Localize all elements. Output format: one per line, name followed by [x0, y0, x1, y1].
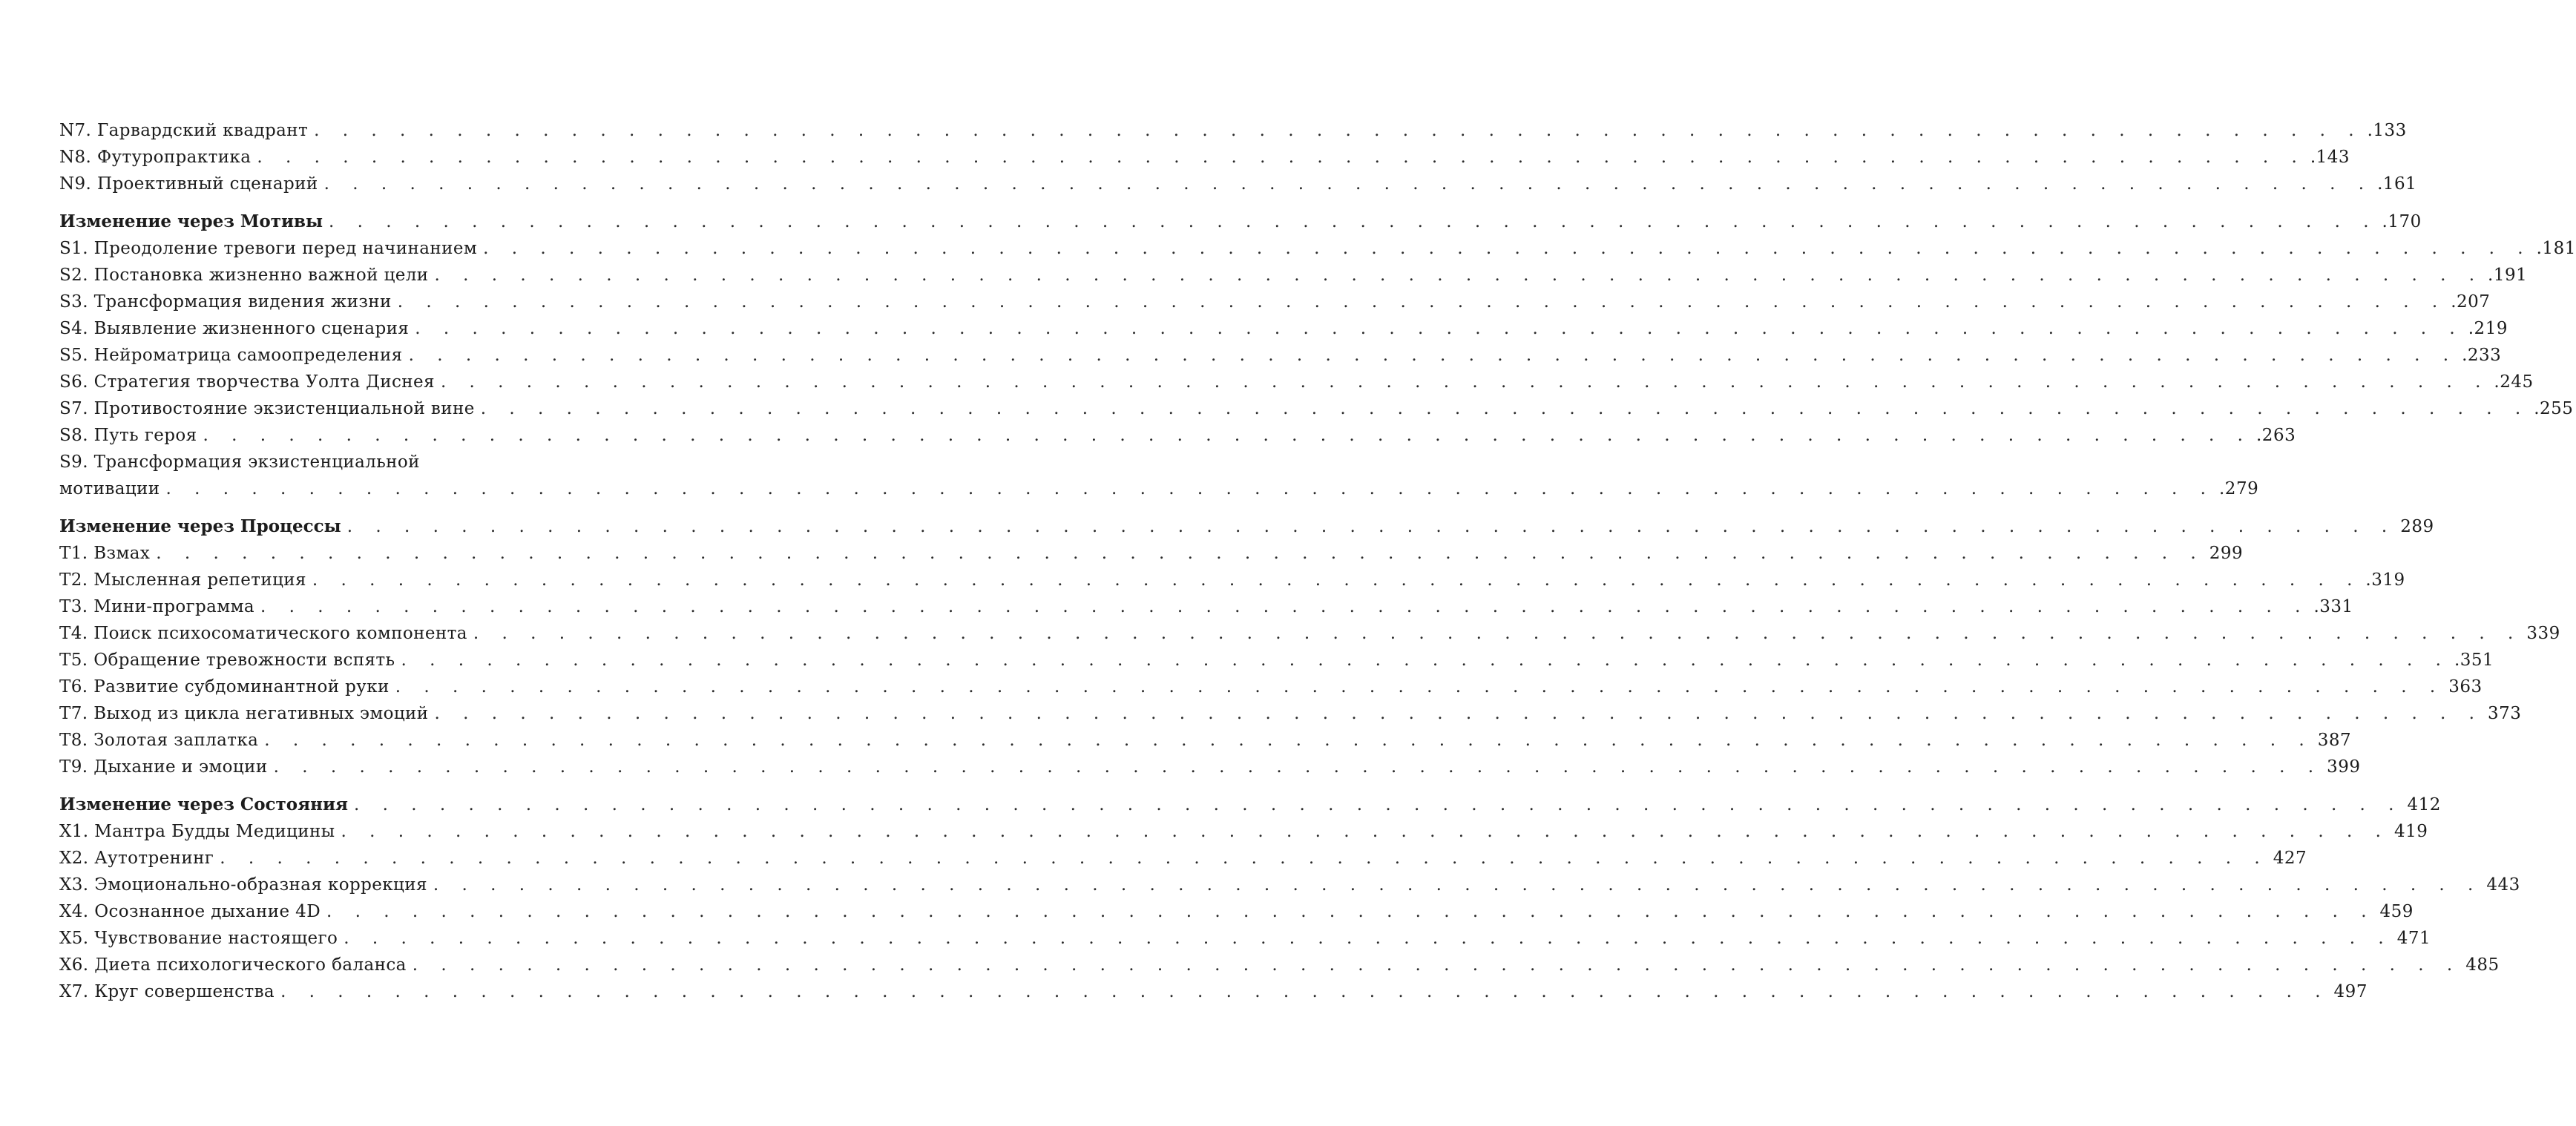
dot-leader: . . . . . . . . . . . . . . . . . . . . . . . . . . . . . . . . . . . . . . . . . . . . . . . . . . . . . . . . . . . . . . . . . . . . . . . . [397, 292, 2447, 312]
toc-page-number: .263 [2256, 426, 2296, 445]
dot-leader: . . . . . . . . . . . . . . . . . . . . . . . . . . . . . . . . . . . . . . . . . . . . . . . . . . . . . . . . . . . . . . . . . . . . . . . . [329, 212, 2378, 231]
toc-entry[interactable] [59, 898, 2414, 925]
dot-leader: . . . . . . . . . . . . . . . . . . . . . . . . . . . . . . . . . . . . . . . . . . . . . . . . . . . . . . . . . . . . . . . . . . . . . . . . [346, 517, 2396, 536]
toc-entry-title: S6. Стратегия творчества Уолта Диснея [59, 372, 435, 392]
toc-entry[interactable] [59, 620, 2560, 647]
toc-entry-title: X6. Диета психологического баланса [59, 955, 407, 975]
dot-leader: . . . . . . . . . . . . . . . . . . . . . . . . . . . . . . . . . . . . . . . . . . . . . . . . . . . . . . . . . . . . . . . . . . . . . . . . [203, 426, 2252, 445]
toc-entry-title: T5. Обращение тревожности вспять [59, 651, 395, 670]
toc-entry-title-continuation: мотивации [59, 479, 160, 498]
toc-entry-title: S2. Постановка жизненно важной цели [59, 266, 429, 285]
toc-section-heading[interactable] [59, 208, 2422, 235]
toc-page-number: 373 [2488, 704, 2522, 723]
toc-entry[interactable] [59, 818, 2428, 845]
dot-leader: . . . . . . . . . . . . . . . . . . . . . . . . . . . . . . . . . . . . . . . . . . . . . . . . . . . . . . . . . . . . . . . . . . . . . . . . [440, 372, 2490, 392]
toc-entry[interactable] [59, 952, 2500, 978]
toc-page-number: .331 [2313, 597, 2353, 616]
dot-leader: . . . . . . . . . . . . . . . . . . . . . . . . . . . . . . . . . . . . . . . . . . . . . . . . . . . . . . . . . . . . . . . . . . . . . . . . [412, 955, 2462, 975]
dot-leader: . . . . . . . . . . . . . . . . . . . . . . . . . . . . . . . . . . . . . . . . . . . . . . . . . . . . . . . . . . . . . . . . . . . . . . . . [434, 266, 2484, 285]
toc-page-number: .319 [2365, 570, 2405, 590]
dot-leader: . . . . . . . . . . . . . . . . . . . . . . . . . . . . . . . . . . . . . . . . . . . . . . . . . . . . . . . . . . . . . . . . . . . . . . . . [257, 148, 2306, 167]
toc-entry[interactable] [59, 171, 2417, 197]
toc-entry[interactable] [59, 700, 2522, 727]
dot-leader: . . . . . . . . . . . . . . . . . . . . . . . . . . . . . . . . . . . . . . . . . . . . . . . . . . . . . . . . . . . . . . . . . . . . . . . . [480, 399, 2530, 418]
toc-page-number: .191 [2488, 266, 2528, 285]
toc-page-number: .143 [2310, 148, 2350, 167]
toc-page-number: 363 [2448, 677, 2483, 697]
toc-entry[interactable] [59, 144, 2350, 171]
toc-entry-continuation[interactable] [59, 475, 2259, 502]
toc-entry-title: T1. Взмах [59, 544, 151, 563]
toc-entry[interactable] [59, 117, 2407, 144]
toc-entry[interactable] [59, 925, 2431, 952]
toc-section-title: Изменение через Состояния [59, 794, 349, 814]
dot-leader: . . . . . . . . . . . . . . . . . . . . . . . . . . . . . . . . . . . . . . . . . . . . . . . . . . . . . . . . . . . . . . . . . . . . . . . . [220, 849, 2269, 868]
toc-entry-title: T7. Выход из цикла негативных эмоций [59, 704, 429, 723]
toc-entry-title: N9. Проективный сценарий [59, 174, 318, 194]
toc-entry[interactable] [59, 342, 2502, 369]
toc-entry-title: T9. Дыхание и эмоции [59, 757, 268, 777]
dot-leader: . . . . . . . . . . . . . . . . . . . . . . . . . . . . . . . . . . . . . . . . . . . . . . . . . . . . . . . . . . . . . . . . . . . . . . . . [312, 570, 2362, 590]
toc-entry[interactable] [59, 235, 2576, 262]
toc-entry[interactable] [59, 872, 2520, 898]
dot-leader: . . . . . . . . . . . . . . . . . . . . . . . . . . . . . . . . . . . . . . . . . . . . . . . . . . . . . . . . . . . . . . . . . . . . . . . . [473, 624, 2523, 643]
toc-entry[interactable] [59, 567, 2405, 593]
toc-page-number: .351 [2454, 651, 2494, 670]
toc-page-number: 339 [2526, 624, 2560, 643]
toc-page-number: 443 [2486, 875, 2520, 895]
toc-page-number: 387 [2317, 731, 2352, 750]
toc-page-number: 497 [2333, 982, 2368, 1001]
toc-page-number: 485 [2465, 955, 2500, 975]
dot-leader: . . . . . . . . . . . . . . . . . . . . . . . . . . . . . . . . . . . . . . . . . . . . . . . . . . . . . . . . . . . . . . . . . . . . . . . . [354, 795, 2403, 814]
toc-page-number: .255 [2534, 399, 2574, 418]
toc-entry-title: N8. Футуропрактика [59, 148, 252, 167]
toc-entry-title: X4. Осознанное дыхание 4D [59, 902, 321, 921]
toc-page-number: 471 [2396, 929, 2431, 948]
toc-page-number: .233 [2462, 346, 2502, 365]
toc-entry-title: X3. Эмоционально-образная коррекция [59, 875, 427, 895]
toc-page-number: .219 [2468, 319, 2508, 338]
toc-entry-title: T6. Развитие субдоминантной руки [59, 677, 390, 697]
dot-leader: . . . . . . . . . . . . . . . . . . . . . . . . . . . . . . . . . . . . . . . . . . . . . . . . . . . . . . . . . . . . . . . . . . . . . . . . [156, 544, 2205, 563]
table-of-contents [59, 117, 2576, 1005]
toc-entry[interactable] [59, 754, 2361, 780]
toc-page-number: 459 [2379, 902, 2414, 921]
dot-leader: . . . . . . . . . . . . . . . . . . . . . . . . . . . . . . . . . . . . . . . . . . . . . . . . . . . . . . . . . . . . . . . . . . . . . . . . [408, 346, 2458, 365]
toc-page-number: .170 [2382, 212, 2422, 231]
dot-leader: . . . . . . . . . . . . . . . . . . . . . . . . . . . . . . . . . . . . . . . . . . . . . . . . . . . . . . . . . . . . . . . . . . . . . . . . [260, 597, 2310, 616]
toc-entry[interactable] [59, 315, 2508, 342]
toc-entry-title: X7. Круг совершенства [59, 982, 275, 1001]
dot-leader: . . . . . . . . . . . . . . . . . . . . . . . . . . . . . . . . . . . . . . . . . . . . . . . . . . . . . . . . . . . . . . . . . . . . . . . . [344, 929, 2393, 948]
toc-entry[interactable] [59, 449, 645, 475]
toc-entry[interactable] [59, 369, 2534, 395]
dot-leader: . . . . . . . . . . . . . . . . . . . . . . . . . . . . . . . . . . . . . . . . . . . . . . . . . . . . . . . . . . . . . . . . . . . . . . . . [165, 479, 2215, 498]
toc-page-number: 299 [2209, 544, 2244, 563]
toc-entry[interactable] [59, 593, 2353, 620]
toc-section-heading[interactable] [59, 513, 2434, 540]
dot-leader: . . . . . . . . . . . . . . . . . . . . . . . . . . . . . . . . . . . . . . . . . . . . . . . . . . . . . . . . . . . . . . . . . . . . . . . . [273, 757, 2323, 777]
toc-page-number: 289 [2400, 517, 2434, 536]
toc-page-number: .133 [2367, 121, 2407, 140]
dot-leader: . . . . . . . . . . . . . . . . . . . . . . . . . . . . . . . . . . . . . . . . . . . . . . . . . . . . . . . . . . . . . . . . . . . . . . . . [434, 704, 2483, 723]
toc-page-number: .279 [2219, 479, 2259, 498]
toc-entry-title: S3. Трансформация видения жизни [59, 292, 392, 312]
toc-entry-title: S8. Путь героя [59, 426, 197, 445]
dot-leader: . . . . . . . . . . . . . . . . . . . . . . . . . . . . . . . . . . . . . . . . . . . . . . . . . . . . . . . . . . . . . . . . . . . . . . . . [326, 902, 2376, 921]
toc-page-number: .161 [2377, 174, 2417, 194]
toc-entry[interactable] [59, 727, 2352, 754]
toc-entry-title: X1. Мантра Будды Медицины [59, 822, 335, 841]
toc-page-number: .207 [2451, 292, 2491, 312]
toc-entry-title: T3. Мини-программа [59, 597, 254, 616]
toc-entry[interactable] [59, 422, 2296, 449]
toc-page-number: .245 [2494, 372, 2534, 392]
toc-entry-title: S7. Противостояние экзистенциальной вине [59, 399, 475, 418]
toc-page-number: 399 [2327, 757, 2361, 777]
dot-leader: . . . . . . . . . . . . . . . . . . . . . . . . . . . . . . . . . . . . . . . . . . . . . . . . . . . . . . . . . . . . . . . . . . . . . . . . [264, 731, 2313, 750]
toc-section-heading[interactable] [59, 791, 2441, 818]
toc-entry[interactable] [59, 289, 2491, 315]
toc-section-title: Изменение через Процессы [59, 516, 341, 536]
toc-section-title: Изменение через Мотивы [59, 211, 323, 231]
toc-entry-title: T8. Золотая заплатка [59, 731, 259, 750]
toc-entry-title: S9. Трансформация экзистенциальной [59, 452, 420, 472]
toc-entry-title: N7. Гарвардский квадрант [59, 121, 309, 140]
dot-leader: . . . . . . . . . . . . . . . . . . . . . . . . . . . . . . . . . . . . . . . . . . . . . . . . . . . . . . . . . . . . . . . . . . . . . . . . [395, 677, 2445, 697]
toc-entry-title: X2. Аутотренинг [59, 849, 214, 868]
dot-leader: . . . . . . . . . . . . . . . . . . . . . . . . . . . . . . . . . . . . . . . . . . . . . . . . . . . . . . . . . . . . . . . . . . . . . . . . [401, 651, 2450, 670]
toc-entry-title: S4. Выявление жизненного сценария [59, 319, 410, 338]
toc-page-number: .181 [2536, 239, 2576, 258]
toc-entry[interactable] [59, 674, 2483, 700]
toc-entry[interactable] [59, 845, 2307, 872]
toc-page-number: 427 [2273, 849, 2307, 868]
dot-leader: . . . . . . . . . . . . . . . . . . . . . . . . . . . . . . . . . . . . . . . . . . . . . . . . . . . . . . . . . . . . . . . . . . . . . . . . [415, 319, 2464, 338]
dot-leader: . . . . . . . . . . . . . . . . . . . . . . . . . . . . . . . . . . . . . . . . . . . . . . . . . . . . . . . . . . . . . . . . . . . . . . . . [433, 875, 2483, 895]
toc-entry[interactable] [59, 395, 2574, 422]
toc-page-number: 412 [2407, 795, 2441, 814]
toc-entry[interactable] [59, 647, 2494, 674]
toc-entry-title: T4. Поиск психосоматического компонента [59, 624, 467, 643]
dot-leader: . . . . . . . . . . . . . . . . . . . . . . . . . . . . . . . . . . . . . . . . . . . . . . . . . . . . . . . . . . . . . . . . . . . . . . . . [341, 822, 2390, 841]
toc-entry-title: T2. Мысленная репетиция [59, 570, 306, 590]
toc-entry-title: S1. Преодоление тревоги перед начинанием [59, 239, 478, 258]
toc-entry[interactable] [59, 262, 2528, 289]
toc-entry-title: X5. Чувствование настоящего [59, 929, 338, 948]
toc-entry[interactable] [59, 540, 2244, 567]
toc-entry-title: S5. Нейроматрица самоопределения [59, 346, 403, 365]
dot-leader: . . . . . . . . . . . . . . . . . . . . . . . . . . . . . . . . . . . . . . . . . . . . . . . . . . . . . . . . . . . . . . . . . . . . . . . . [483, 239, 2532, 258]
dot-leader: . . . . . . . . . . . . . . . . . . . . . . . . . . . . . . . . . . . . . . . . . . . . . . . . . . . . . . . . . . . . . . . . . . . . . . . . [314, 121, 2363, 140]
dot-leader: . . . . . . . . . . . . . . . . . . . . . . . . . . . . . . . . . . . . . . . . . . . . . . . . . . . . . . . . . . . . . . . . . . . . . . . . [323, 174, 2373, 194]
toc-page-number: 419 [2393, 822, 2428, 841]
dot-leader: . . . . . . . . . . . . . . . . . . . . . . . . . . . . . . . . . . . . . . . . . . . . . . . . . . . . . . . . . . . . . . . . . . . . . . . . [280, 982, 2330, 1001]
toc-entry[interactable] [59, 978, 2368, 1005]
